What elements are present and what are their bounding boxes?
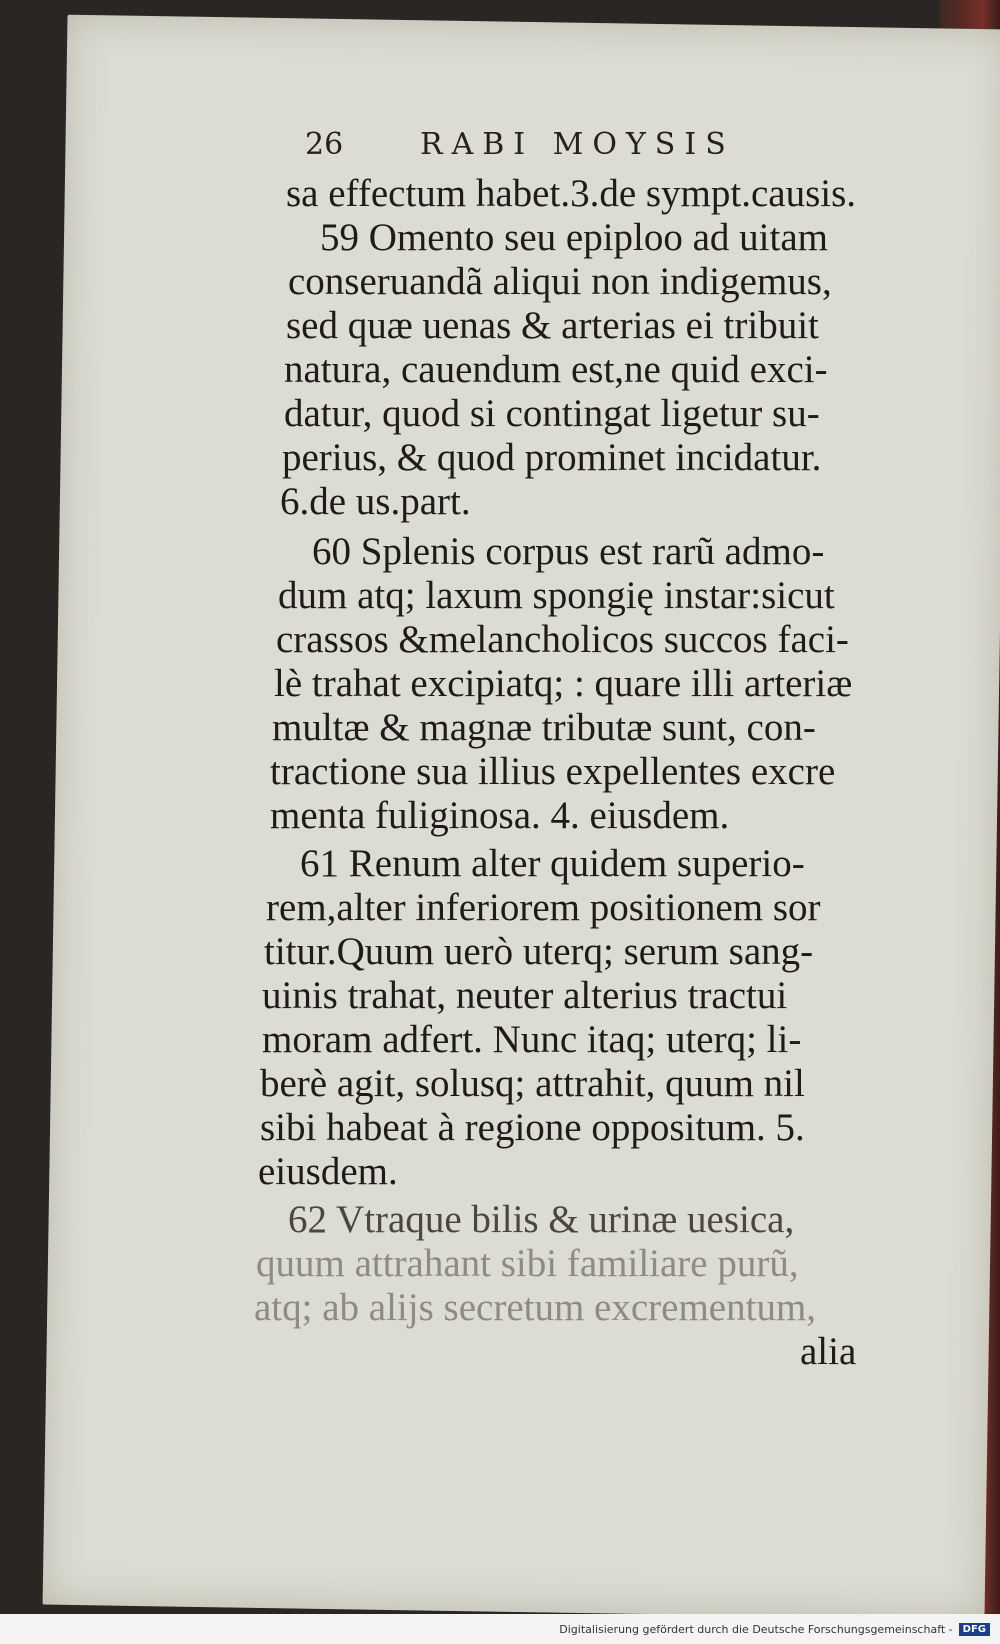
text-line: multæ & magnæ tributæ sunt, con- [272,706,816,749]
text-line: tractione sua illius expellentes excre [270,750,836,793]
text-line: sed quæ uenas & arterias ei tribuit [286,304,819,347]
text-line: moram adfert. Nunc itaq; uterq; li- [262,1018,802,1061]
text-line: sa effectum habet.3.de sympt.causis. [286,172,857,215]
text-line: 59 Omento seu epiploo ad uitam [320,216,828,259]
text-line: dum atq; laxum spongię instar:sicut [278,574,835,617]
running-head: RABI MOYSIS [420,127,735,162]
digitization-credit-bar [0,1614,1000,1644]
text-line: atq; ab alijs secretum excrementum, [254,1286,817,1329]
text-line: conseruandã aliqui non indigemus, [288,260,832,303]
dfg-logo: DFG [959,1623,990,1636]
text-line: quum attrahant sibi familiare purũ, [256,1242,799,1285]
text-line: 61 Renum alter quidem superio- [300,842,805,885]
page-header [305,127,825,167]
text-line: lè trahat excipiatq; : quare illi arteriæ [274,662,853,705]
text-line: perius, & quod prominet incidatur. [282,436,822,479]
text-line: 60 Splenis corpus est rarũ admo- [312,530,825,573]
text-line: berè agit, solusq; attrahit, quum nil [260,1062,805,1105]
catchword: alia [800,1330,857,1373]
text-line: natura, cauendum est,ne quid exci- [284,348,828,391]
text-line: sibi habeat à regione oppositum. 5. [260,1106,805,1149]
text-line: crassos &melancholicos succos faci- [276,618,849,661]
digitization-credit: Digitalisierung gefördert durch die Deutsche Forschungsgemeinschaft - [559,1622,953,1636]
text-line: 6.de us.part. [280,480,471,523]
text-line: uinis trahat, neuter alterius tractui [262,974,788,1017]
text-line: eiusdem. [258,1150,398,1193]
text-line: menta fuliginosa. 4. eiusdem. [270,794,730,837]
text-line: titur.Quum uerò uterq; serum sang- [264,930,814,973]
text-line: 62 Vtraque bilis & urinæ uesica, [288,1198,795,1241]
text-line: datur, quod si contingat ligetur su- [284,392,820,435]
text-line: rem,alter inferiorem positionem sor [266,886,821,929]
page-number: 26 [305,127,344,162]
